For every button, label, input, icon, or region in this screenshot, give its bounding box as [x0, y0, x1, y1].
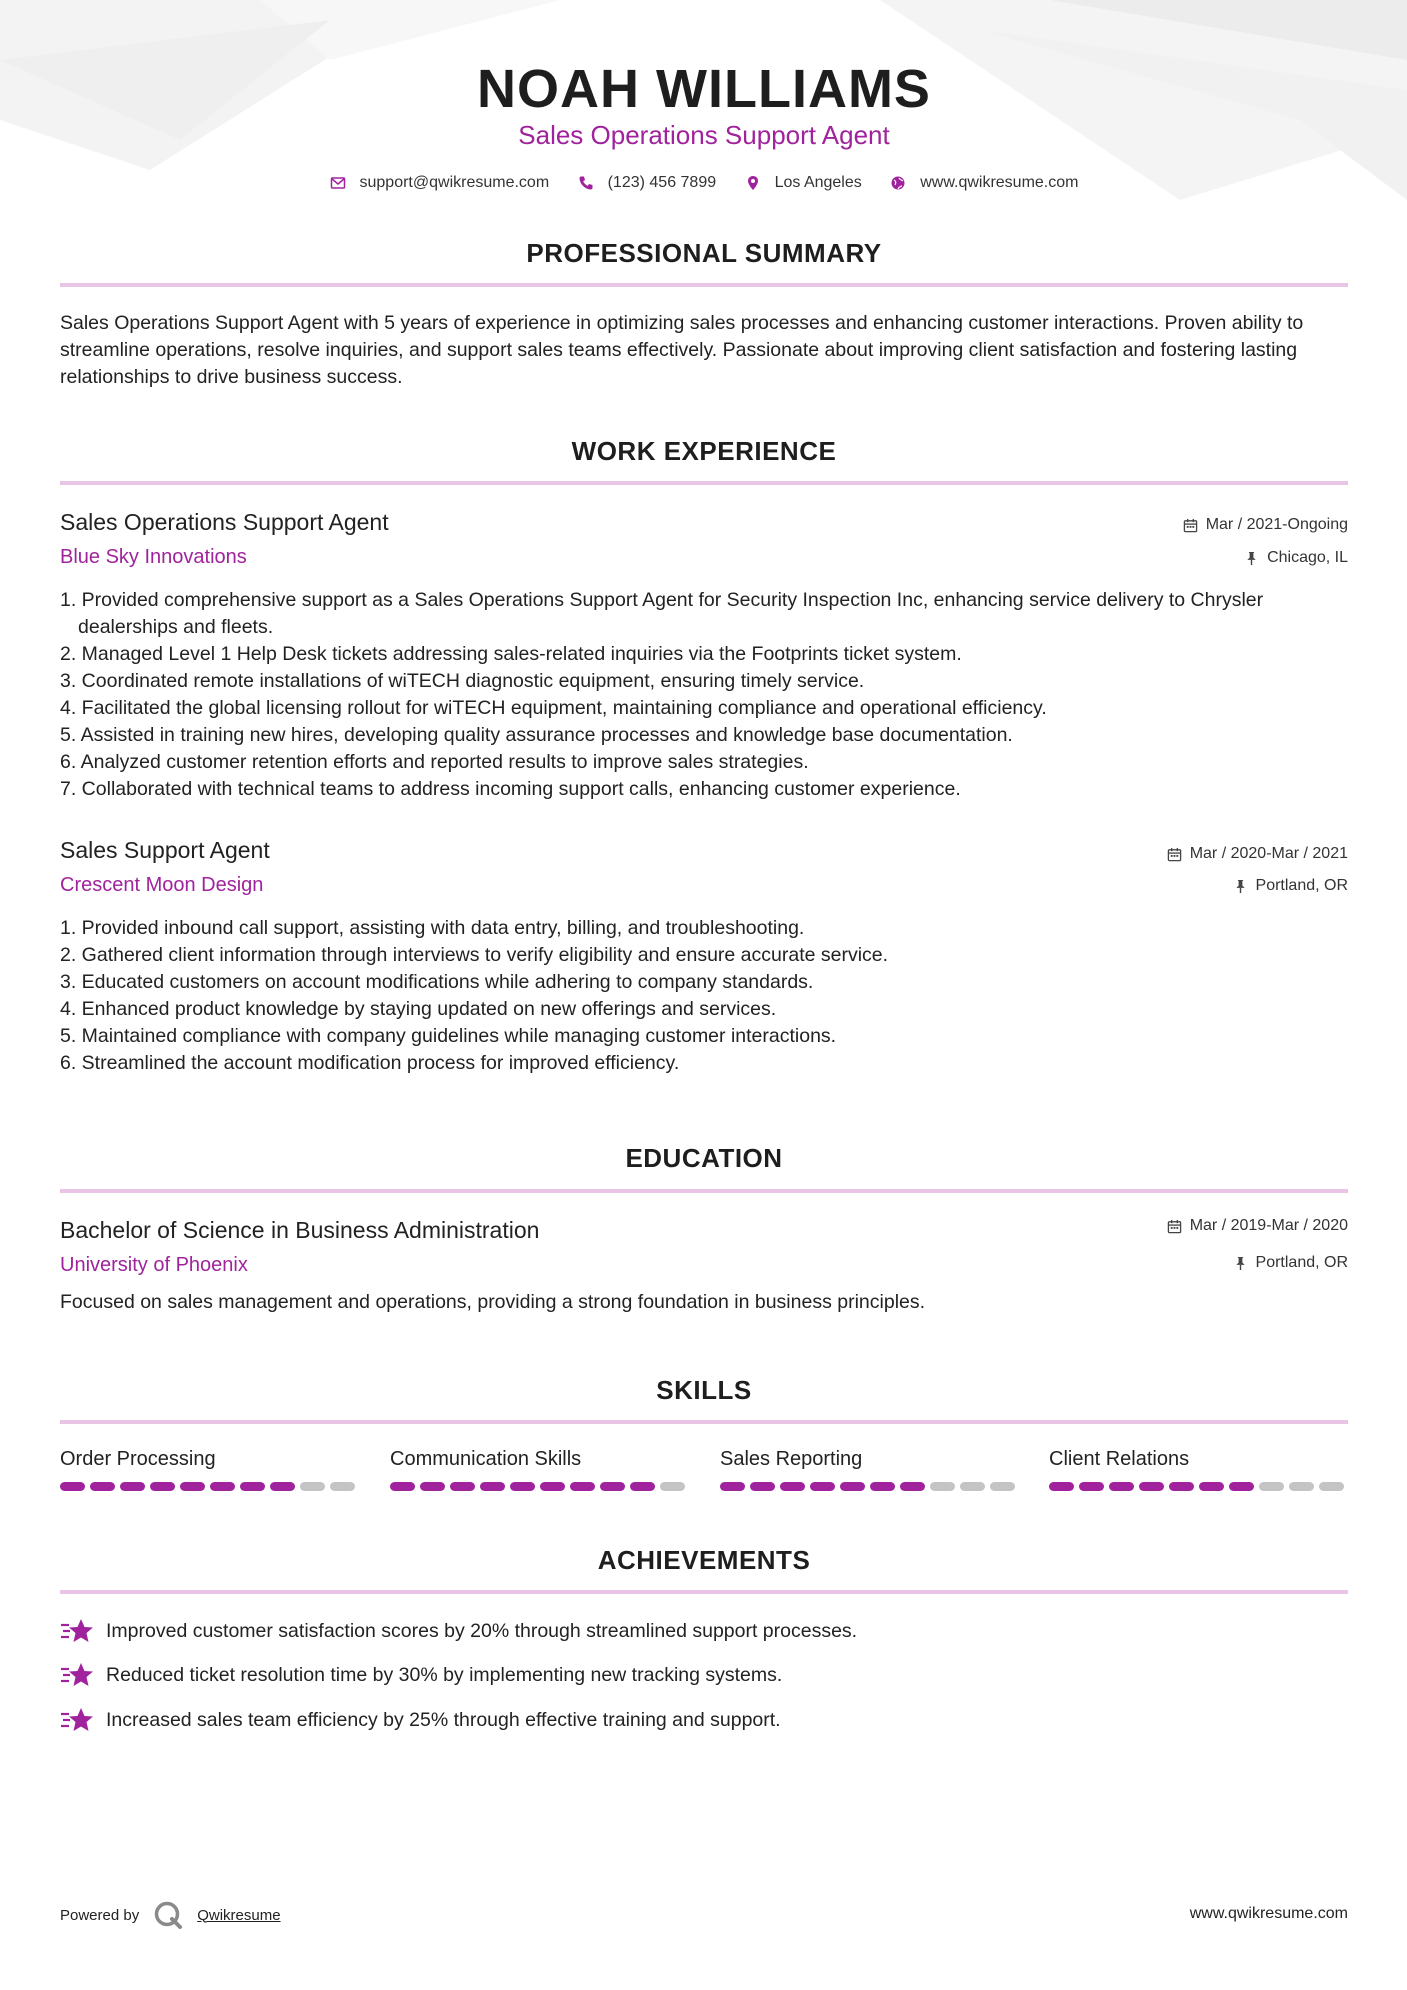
contact-phone-text: (123) 456 7899	[607, 174, 717, 191]
skill-dot-filled	[720, 1482, 745, 1491]
contact-email-text: support@qwikresume.com	[359, 174, 550, 191]
phone-icon	[578, 175, 594, 191]
skill-dot-filled	[180, 1482, 205, 1491]
skill-dot-filled	[1229, 1482, 1254, 1491]
skill-item	[60, 1448, 360, 1491]
summary-text: Sales Operations Support Agent with 5 years of experience in optimizing sales processes and enhancing customer interactions. Proven ability to streamline operations, resolve inquiries, and support sales teams effectively. Passionate about improving client satisfaction and fostering lasting relationships to drive business success.	[60, 312, 1304, 388]
skill-item	[390, 1448, 690, 1491]
contact-bar	[60, 174, 1348, 196]
skill-dot-filled	[120, 1482, 145, 1491]
skill-name: Client Relations	[1049, 1448, 1190, 1470]
skill-dot-empty	[1259, 1482, 1284, 1491]
job-duty: 6. Streamlined the account modification process for improved efficiency.	[60, 1052, 680, 1074]
footer-powered-by	[60, 1900, 281, 1930]
skill-dot-filled	[870, 1482, 895, 1491]
job-duty: 5. Assisted in training new hires, developing quality assurance processes and knowledge base documentation.	[60, 724, 1013, 746]
achievements-divider	[60, 1590, 1348, 1594]
footer-website[interactable]: www.qwikresume.com	[1189, 1905, 1348, 1922]
job-dates-text: Mar / 2021-Ongoing	[1205, 516, 1348, 533]
job-duty: 2. Managed Level 1 Help Desk tickets addressing sales-related inquiries via the Footprints ticket system.	[60, 643, 962, 665]
calendar-icon	[1183, 518, 1198, 533]
envelope-icon	[330, 175, 346, 191]
school-name: University of Phoenix	[60, 1254, 248, 1276]
skill-dot-filled	[750, 1482, 775, 1491]
job-dates	[1167, 845, 1348, 863]
summary-divider	[60, 283, 1348, 287]
map-pin-icon	[745, 175, 761, 191]
education-location-text: Portland, OR	[1255, 1254, 1348, 1271]
skill-dot-filled	[60, 1482, 85, 1491]
skill-dot-filled	[600, 1482, 625, 1491]
job-location	[1233, 877, 1348, 895]
contact-location-text: Los Angeles	[774, 174, 862, 191]
skill-name: Communication Skills	[390, 1448, 582, 1470]
contact-website-text: www.qwikresume.com	[920, 174, 1079, 191]
skill-dot-empty	[300, 1482, 325, 1491]
skill-dot-filled	[1109, 1482, 1134, 1491]
achievement-item	[60, 1661, 782, 1689]
skill-dot-filled	[900, 1482, 925, 1491]
skill-rating	[60, 1482, 360, 1491]
star-icon	[60, 1706, 94, 1734]
skill-dot-empty	[930, 1482, 955, 1491]
skill-dot-filled	[450, 1482, 475, 1491]
skill-dot-filled	[1049, 1482, 1074, 1491]
skills-heading: SKILLS	[656, 1375, 752, 1405]
job-duty-continued: dealerships and fleets.	[78, 616, 274, 638]
job-duty: 5. Maintained compliance with company guidelines while managing customer interactions.	[60, 1025, 837, 1047]
pushpin-icon	[1244, 551, 1259, 566]
skill-dot-empty	[1289, 1482, 1314, 1491]
skill-dot-filled	[210, 1482, 235, 1491]
skill-item	[720, 1448, 1020, 1491]
pushpin-icon	[1233, 1256, 1248, 1271]
job-duty: 4. Enhanced product knowledge by staying updated on new offerings and services.	[60, 998, 777, 1020]
job-title: Sales Support Agent	[60, 837, 270, 863]
skill-dot-empty	[1319, 1482, 1344, 1491]
job-duty: 4. Facilitated the global licensing rollout for wiTECH equipment, maintaining compliance and operational efficiency.	[60, 697, 1047, 719]
contact-location	[745, 174, 862, 192]
achievement-text: Improved customer satisfaction scores by 20% through streamlined support processes.	[106, 1619, 858, 1642]
skill-dot-filled	[1079, 1482, 1104, 1491]
job-location-text: Portland, OR	[1255, 877, 1348, 894]
contact-website[interactable]	[890, 174, 1078, 192]
qwikresume-logo-icon	[153, 1900, 183, 1930]
job-duty: 3. Coordinated remote installations of wiTECH diagnostic equipment, ensuring timely service.	[60, 670, 865, 692]
achievement-item	[60, 1706, 781, 1734]
education-heading: EDUCATION	[625, 1143, 783, 1173]
skill-rating	[1049, 1482, 1349, 1491]
skills-divider	[60, 1420, 1348, 1424]
achievement-item	[60, 1617, 857, 1645]
job-title: Sales Operations Support Agent	[60, 509, 389, 535]
skill-dot-filled	[480, 1482, 505, 1491]
achievement-text: Reduced ticket resolution time by 30% by implementing new tracking systems.	[106, 1663, 783, 1686]
skill-dot-filled	[540, 1482, 565, 1491]
skill-rating	[390, 1482, 690, 1491]
skill-dot-filled	[1169, 1482, 1194, 1491]
skill-name: Sales Reporting	[720, 1448, 863, 1470]
calendar-icon	[1167, 1219, 1182, 1234]
job-duty: 7. Collaborated with technical teams to address incoming support calls, enhancing customer experience.	[60, 778, 961, 800]
globe-icon	[890, 175, 906, 191]
skill-dot-filled	[1139, 1482, 1164, 1491]
skill-dot-filled	[150, 1482, 175, 1491]
degree-title: Bachelor of Science in Business Administration	[60, 1217, 540, 1243]
job-duty: 6. Analyzed customer retention efforts and reported results to improve sales strategies.	[60, 751, 809, 773]
skill-dot-empty	[660, 1482, 685, 1491]
contact-email[interactable]	[330, 174, 550, 192]
skill-dot-empty	[330, 1482, 355, 1491]
candidate-role: Sales Operations Support Agent	[518, 120, 890, 150]
job-company: Crescent Moon Design	[60, 874, 264, 896]
education-dates-text: Mar / 2019-Mar / 2020	[1189, 1217, 1348, 1234]
star-icon	[60, 1661, 94, 1689]
job-duties	[60, 587, 1348, 803]
job-location	[1244, 549, 1348, 567]
skill-dot-filled	[570, 1482, 595, 1491]
skill-dot-filled	[510, 1482, 535, 1491]
experience-heading: WORK EXPERIENCE	[571, 436, 837, 466]
education-dates	[1167, 1217, 1348, 1235]
skill-dot-filled	[240, 1482, 265, 1491]
job-duties	[60, 915, 1348, 1077]
skill-name: Order Processing	[60, 1448, 216, 1470]
achievements-heading: ACHIEVEMENTS	[597, 1545, 811, 1575]
job-location-text: Chicago, IL	[1267, 549, 1348, 566]
job-duty: 2. Gathered client information through interviews to verify eligibility and ensure accurate service.	[60, 944, 889, 966]
skill-dot-filled	[420, 1482, 445, 1491]
job-duty: 3. Educated customers on account modifications while adhering to company standards.	[60, 971, 814, 993]
job-dates	[1183, 516, 1348, 534]
powered-by-text: Powered by	[60, 1906, 140, 1924]
star-icon	[60, 1617, 94, 1645]
candidate-name: NOAH WILLIAMS	[477, 59, 931, 119]
qwikresume-link[interactable]: Qwikresume	[197, 1906, 281, 1924]
skill-rating	[720, 1482, 1020, 1491]
calendar-icon	[1167, 847, 1182, 862]
pushpin-icon	[1233, 879, 1248, 894]
achievement-text: Increased sales team efficiency by 25% through effective training and support.	[106, 1708, 781, 1731]
skill-dot-filled	[270, 1482, 295, 1491]
summary-heading: PROFESSIONAL SUMMARY	[526, 238, 882, 268]
skill-dot-filled	[810, 1482, 835, 1491]
skill-dot-empty	[960, 1482, 985, 1491]
job-duty: 1. Provided inbound call support, assisting with data entry, billing, and troubleshooting.	[60, 917, 805, 939]
education-location	[1233, 1254, 1348, 1272]
skill-item	[1049, 1448, 1349, 1491]
education-description: Focused on sales management and operations, providing a strong foundation in business principles.	[60, 1291, 926, 1313]
contact-phone[interactable]	[578, 174, 717, 192]
skill-dot-filled	[630, 1482, 655, 1491]
skill-dot-empty	[990, 1482, 1015, 1491]
experience-divider	[60, 481, 1348, 485]
skill-dot-filled	[90, 1482, 115, 1491]
skill-dot-filled	[840, 1482, 865, 1491]
skill-dot-filled	[1199, 1482, 1224, 1491]
skill-dot-filled	[780, 1482, 805, 1491]
job-dates-text: Mar / 2020-Mar / 2021	[1189, 845, 1348, 862]
job-company: Blue Sky Innovations	[60, 546, 247, 568]
job-duty: 1. Provided comprehensive support as a Sales Operations Support Agent for Security Inspection Inc, enhancing service delivery to Chrysler	[60, 589, 1264, 611]
skill-dot-filled	[390, 1482, 415, 1491]
education-divider	[60, 1189, 1348, 1193]
